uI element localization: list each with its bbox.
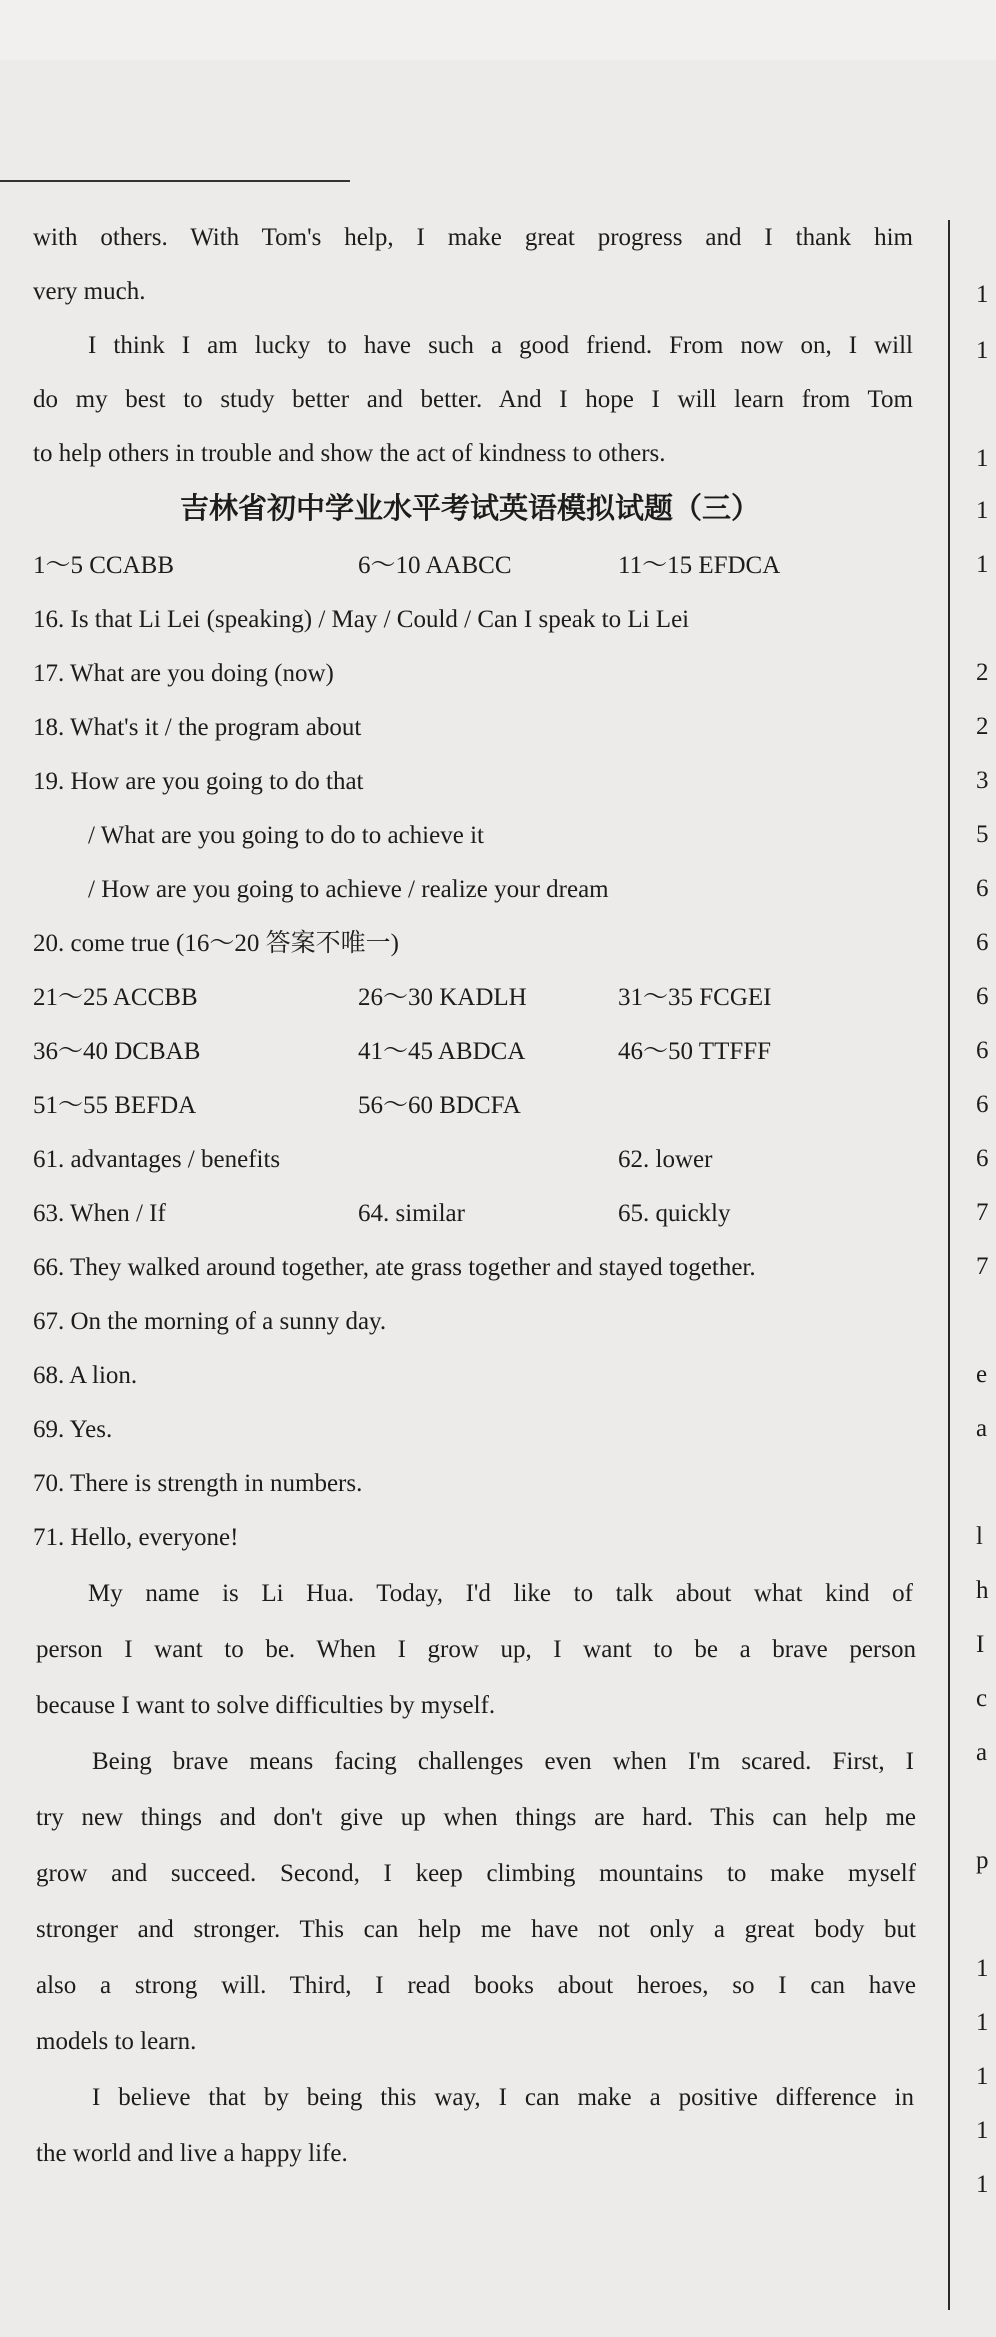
essay-line: also a strong will. Third, I read books about heroes, so I can have — [36, 1972, 916, 1999]
adjacent-page-fragment — [970, 0, 996, 2337]
answer-item: 62. lower — [618, 1146, 713, 1173]
adjacent-page-text: e — [976, 1361, 988, 1388]
adjacent-page-text: 1 — [976, 445, 989, 472]
column-divider — [948, 220, 950, 2310]
answer-item: 68. A lion. — [33, 1362, 138, 1389]
adjacent-page-text: 6 — [976, 875, 989, 902]
answer-item: 69. Yes. — [33, 1416, 113, 1443]
adjacent-page-text: 1 — [976, 2009, 989, 2036]
answer-group: 46～50 TTFFF — [618, 1038, 772, 1065]
intro-line: to help others in trouble and show the act of kindness to others. — [33, 440, 666, 467]
top-rule — [0, 180, 350, 182]
intro-line: very much. — [33, 278, 146, 305]
adjacent-page-text: I — [976, 1631, 985, 1658]
adjacent-page-text: p — [976, 1847, 989, 1874]
adjacent-page-text: 6 — [976, 1091, 989, 1118]
answer-item: 70. There is strength in numbers. — [33, 1470, 363, 1497]
adjacent-page-text: 1 — [976, 2171, 989, 2198]
answer-group: 26～30 KADLH — [358, 984, 527, 1011]
adjacent-page-text: 2 — [976, 713, 989, 740]
adjacent-page-text: c — [976, 1685, 988, 1712]
adjacent-page-text: 1 — [976, 281, 989, 308]
essay-line: because I want to solve difficulties by myself. — [36, 1692, 496, 1719]
adjacent-page-text: 5 — [976, 821, 989, 848]
answer-alternative: / How are you going to achieve / realize your dream — [88, 876, 609, 903]
answer-item: 63. When / If — [33, 1200, 166, 1227]
essay-line: the world and live a happy life. — [36, 2140, 348, 2167]
adjacent-page-text: 7 — [976, 1199, 989, 1226]
answer-group: 31～35 FCGEI — [618, 984, 772, 1011]
answer-item: 64. similar — [358, 1200, 465, 1227]
page-top-shade — [0, 0, 996, 60]
essay-line: stronger and stronger. This can help me have not only a great body but — [36, 1916, 916, 1943]
adjacent-page-text: 1 — [976, 497, 989, 524]
section-title: 吉林省初中学业水平考试英语模拟试题（三） — [179, 491, 760, 525]
adjacent-page-text: a — [976, 1415, 988, 1442]
essay-line: try new things and don't give up when things are hard. This can help me — [36, 1804, 916, 1831]
adjacent-page-text: 3 — [976, 767, 989, 794]
answer-group: 41～45 ABDCA — [358, 1038, 526, 1065]
answer-item: 19. How are you going to do that — [33, 768, 364, 795]
answer-group: 21～25 ACCBB — [33, 984, 198, 1011]
adjacent-page-text: 6 — [976, 983, 989, 1010]
answer-item: 61. advantages / benefits — [33, 1146, 281, 1173]
essay-line: person I want to be. When I grow up, I want to be a brave person — [36, 1636, 916, 1663]
adjacent-page-text: 1 — [976, 2063, 989, 2090]
answer-item: 17. What are you doing (now) — [33, 660, 334, 687]
answer-group: 51～55 BEFDA — [33, 1092, 197, 1119]
answer-alternative: / What are you going to do to achieve it — [88, 822, 484, 849]
answer-group: 56～60 BDCFA — [358, 1092, 521, 1119]
intro-line: with others. With Tom's help, I make great progress and I thank him — [33, 224, 913, 251]
adjacent-page-text: 7 — [976, 1253, 989, 1280]
answer-item: 65. quickly — [618, 1200, 731, 1227]
intro-line: do my best to study better and better. And I hope I will learn from Tom — [33, 386, 913, 413]
adjacent-page-text: h — [976, 1577, 989, 1604]
adjacent-page-text: 6 — [976, 929, 989, 956]
answer-item: 71. Hello, everyone! — [33, 1524, 239, 1551]
answer-group: 1～5 CCABB — [33, 552, 175, 579]
adjacent-page-text: l — [976, 1523, 983, 1550]
essay-line: My name is Li Hua. Today, I'd like to talk about what kind of — [88, 1580, 913, 1607]
adjacent-page-text: 1 — [976, 2117, 989, 2144]
adjacent-page-text: a — [976, 1739, 988, 1766]
answer-group: 11～15 EFDCA — [618, 552, 781, 579]
answer-item: 67. On the morning of a sunny day. — [33, 1308, 387, 1335]
adjacent-page-text: 2 — [976, 659, 989, 686]
answer-group: 36～40 DCBAB — [33, 1038, 201, 1065]
adjacent-page-text: 1 — [976, 551, 989, 578]
essay-line: models to learn. — [36, 2028, 197, 2055]
essay-line: grow and succeed. Second, I keep climbing mountains to make myself — [36, 1860, 916, 1887]
answer-group: 6～10 AABCC — [358, 552, 512, 579]
adjacent-page-text: 6 — [976, 1037, 989, 1064]
essay-line: Being brave means facing challenges even when I'm scared. First, I — [92, 1748, 914, 1775]
answer-item: 66. They walked around together, ate grass together and stayed together. — [33, 1254, 756, 1281]
answer-item: 18. What's it / the program about — [33, 714, 362, 741]
adjacent-page-text: 1 — [976, 337, 989, 364]
adjacent-page-text: 1 — [976, 1955, 989, 1982]
answer-item: 16. Is that Li Lei (speaking) / May / Could / Can I speak to Li Lei — [33, 606, 690, 633]
essay-line: I believe that by being this way, I can make a positive difference in — [92, 2084, 914, 2111]
adjacent-page-text: 6 — [976, 1145, 989, 1172]
answer-item: 20. come true (16～20 答案不唯一) — [33, 930, 399, 957]
intro-line: I think I am lucky to have such a good friend. From now on, I will — [88, 332, 913, 359]
